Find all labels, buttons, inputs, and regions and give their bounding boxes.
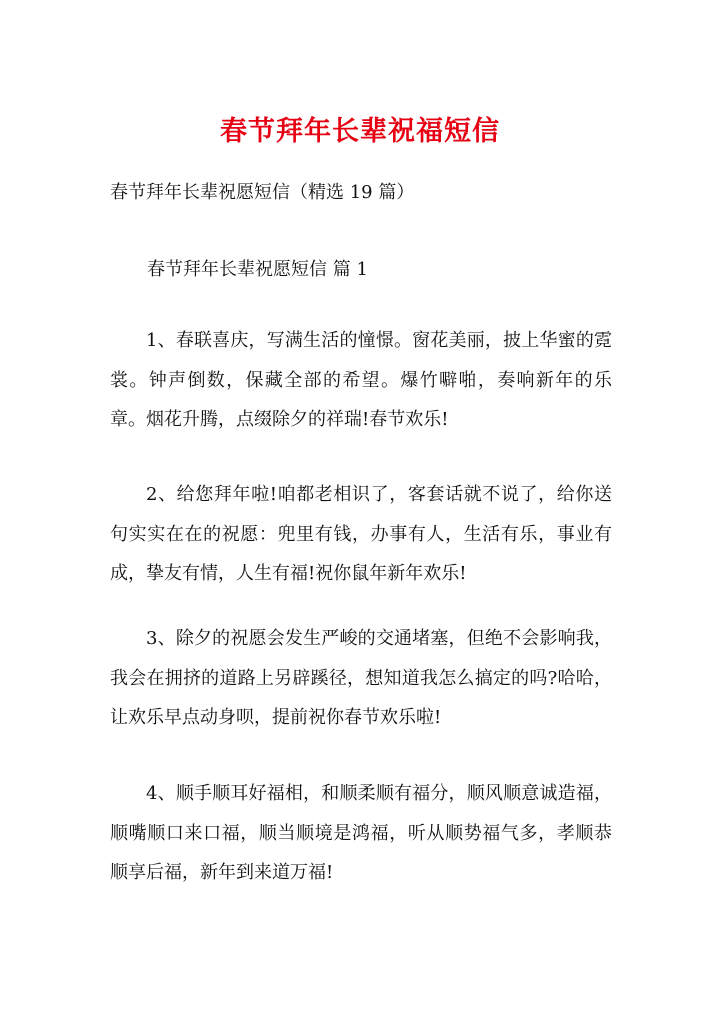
section-heading: 春节拜年长辈祝愿短信 篇 1: [147, 259, 368, 280]
paragraph-1: 1、春联喜庆，写满生活的憧憬。窗花美丽，披上华蜜的霓裳。钟声倒数，保藏全部的希望。爆竹噼啪，奏响新年的乐章。烟花升腾，点缀除夕的祥瑞!春节欢乐!: [110, 330, 612, 430]
document-subtitle: 春节拜年长辈祝愿短信（精选 19 篇）: [110, 182, 415, 203]
paragraph-2: 2、给您拜年啦!咱都老相识了，客套话就不说了，给你送句实实在在的祝愿：兜里有钱，办事有人，生活有乐，事业有成，挚友有情，人生有福!祝你鼠年新年欢乐!: [110, 484, 612, 584]
paragraph-3: 3、除夕的祝愿会发生严峻的交通堵塞，但绝不会影响我，我会在拥挤的道路上另辟蹊径，想知道我怎么搞定的吗?哈哈，让欢乐早点动身呗，提前祝你春节欢乐啦!: [110, 628, 612, 728]
paragraph-4: 4、顺手顺耳好福相，和顺柔顺有福分，顺风顺意诚造福，顺嘴顺口来口福，顺当顺境是鸿福，听从顺势福气多，孝顺恭顺享后福，新年到来道万福!: [110, 783, 612, 883]
document-title: 春节拜年长辈祝福短信: [220, 116, 500, 147]
